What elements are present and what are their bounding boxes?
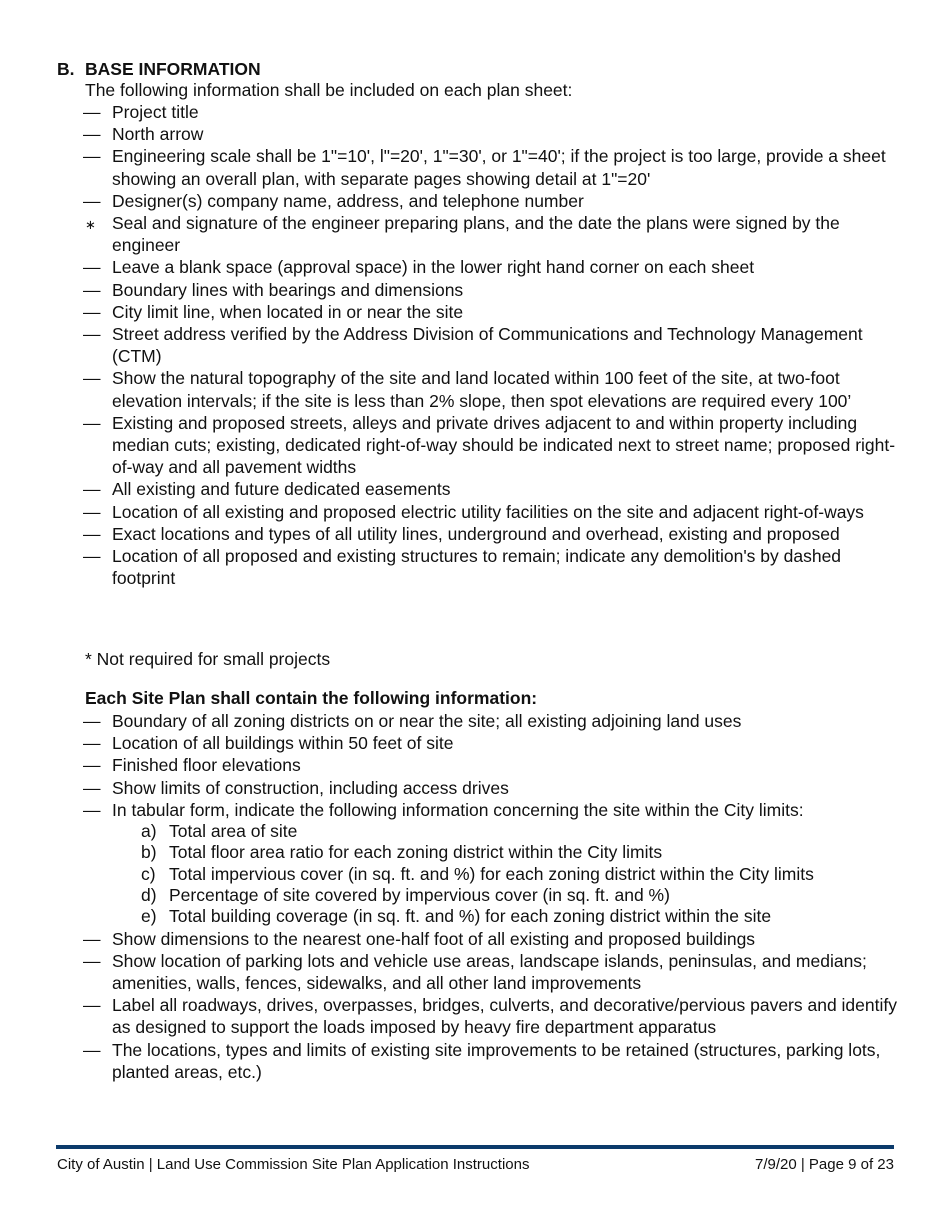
list-item: — Designer(s) company name, address, and telephone number — [83, 190, 584, 211]
dash-bullet: — — [83, 777, 101, 798]
dash-bullet: — — [83, 799, 101, 820]
section-title: BASE INFORMATION — [85, 59, 261, 79]
list-item: — Boundary lines with bearings and dimensions — [83, 279, 464, 300]
footnote: * Not required for small projects — [85, 649, 331, 669]
dash-bullet: — — [83, 279, 101, 300]
sub-list-item: d) Percentage of site covered by impervious cover (in sq. ft. and %) — [141, 884, 670, 905]
item-letter: c) — [141, 863, 156, 884]
list-item: — Finished floor elevations — [83, 755, 301, 776]
item-letter: e) — [141, 906, 157, 927]
list-item: — Street address verified by the Address Division of Communications and Technology Management (CTM) — [83, 324, 863, 367]
list-item: — Exact locations and types of all utility lines, underground and overhead, existing and proposed — [83, 523, 840, 544]
section-number: B. — [57, 59, 75, 79]
dash-bullet: — — [83, 950, 101, 971]
dash-bullet: — — [83, 546, 101, 567]
dash-bullet: — — [83, 324, 101, 345]
dash-bullet: — — [83, 733, 101, 754]
dash-bullet: — — [83, 479, 101, 500]
asterisk-bullet: ∗ — [85, 217, 96, 233]
list-item: — Project title — [83, 102, 199, 122]
dash-bullet: — — [83, 501, 101, 522]
list-item: ∗ Seal and signature of the engineer preparing plans, and the date the plans were signed by the engineer — [85, 213, 840, 256]
tabular-info-list — [112, 821, 903, 927]
list-item: — The locations, types and limits of existing site improvements to be retained (structures, parking lots, planted areas, etc.) — [83, 1039, 881, 1082]
sub-list-item: e) Total building coverage (in sq. ft. and %) for each zoning district within the site — [141, 906, 772, 927]
dash-bullet: — — [83, 755, 101, 776]
footer-page-info: 7/9/20 | Page 9 of 23 — [754, 1156, 894, 1173]
list-item: — Label all roadways, drives, overpasses, bridges, culverts, and decorative/pervious pavers and identify as designed to support the loads imposed by heavy fire department apparatus — [83, 995, 897, 1038]
dash-bullet: — — [83, 301, 101, 322]
list-item: — Show dimensions to the nearest one-half foot of all existing and proposed buildings — [83, 928, 756, 949]
dash-bullet: — — [83, 102, 101, 122]
dash-bullet: — — [83, 1039, 101, 1060]
list-item: — Leave a blank space (approval space) in the lower right hand corner on each sheet — [83, 257, 755, 278]
list-item: — City limit line, when located in or near the site — [83, 301, 464, 322]
sub-list-item: b) Total floor area ratio for each zoning district within the City limits — [141, 842, 663, 863]
dash-bullet: — — [83, 146, 101, 167]
list-item: — In tabular form, indicate the following information concerning the site within the City limits: a) Total area of site b) Total floor area ratio for each zoning district within the City limits c) Total impervious cover (in sq. ft. and %) for each zoning district within the City limits d) Percentage of site covered by impervious cover (in sq. ft. and %) e) Total building coverage (in sq. ft. and %) for each zoning district within the site — [83, 799, 903, 928]
dash-bullet: — — [83, 124, 101, 145]
item-letter: a) — [141, 821, 157, 842]
list-item: — Location of all proposed and existing structures to remain; indicate any demolition's by dashed footprint — [83, 546, 842, 589]
dash-bullet: — — [83, 523, 101, 544]
list-item: — Location of all buildings within 50 feet of site — [83, 733, 454, 754]
list-item: — North arrow — [83, 124, 204, 145]
dash-bullet: — — [83, 711, 101, 731]
list-item: — Existing and proposed streets, alleys and private drives adjacent to and within property including median cuts; existing, dedicated right-of-way should be indicated next to street name; proposed right-of-way and all pavement widths — [83, 412, 896, 478]
item-letter: b) — [141, 842, 157, 863]
list-item: — Engineering scale shall be 1"=10', l"=20', 1"=30', or 1"=40'; if the project is too large, provide a sheet showing an overall plan, with separate pages showing detail at 1"=20' — [83, 146, 886, 189]
footer-document-title: City of Austin | Land Use Commission Site Plan Application Instructions — [57, 1156, 530, 1173]
site-plan-heading: Each Site Plan shall contain the following information: — [85, 688, 538, 708]
dash-bullet: — — [83, 368, 101, 389]
list-item: — Boundary of all zoning districts on or near the site; all existing adjoining land uses — [83, 711, 742, 731]
list-item: — Show limits of construction, including access drives — [83, 777, 509, 798]
dash-bullet: — — [83, 412, 101, 433]
site-plan-list — [83, 710, 903, 1083]
list-item: — Show the natural topography of the site and land located within 100 feet of the site, at two-foot elevation intervals; if the site is less than 2% slope, then spot elevations are required every 100’ — [83, 368, 852, 411]
dash-bullet: — — [83, 928, 101, 949]
list-item: — Show location of parking lots and vehicle use areas, landscape islands, peninsulas, and medians; amenities, walls, fences, sidewalks, and all other land improvements — [83, 950, 867, 993]
sub-list-item: c) Total impervious cover (in sq. ft. and %) for each zoning district within the City limits — [141, 863, 814, 884]
dash-bullet: — — [83, 190, 101, 211]
list-item: — All existing and future dedicated easements — [83, 479, 451, 500]
section-heading — [57, 58, 261, 80]
dash-bullet: — — [83, 995, 101, 1016]
section-intro: The following information shall be included on each plan sheet: — [85, 80, 573, 100]
base-information-list — [83, 101, 903, 589]
dash-bullet: — — [83, 257, 101, 278]
item-letter: d) — [141, 884, 157, 905]
sub-list-item: a) Total area of site — [141, 821, 298, 842]
list-item: — Location of all existing and proposed electric utility facilities on the site and adjacent right-of-ways — [83, 501, 864, 522]
footer-divider — [56, 1145, 894, 1149]
